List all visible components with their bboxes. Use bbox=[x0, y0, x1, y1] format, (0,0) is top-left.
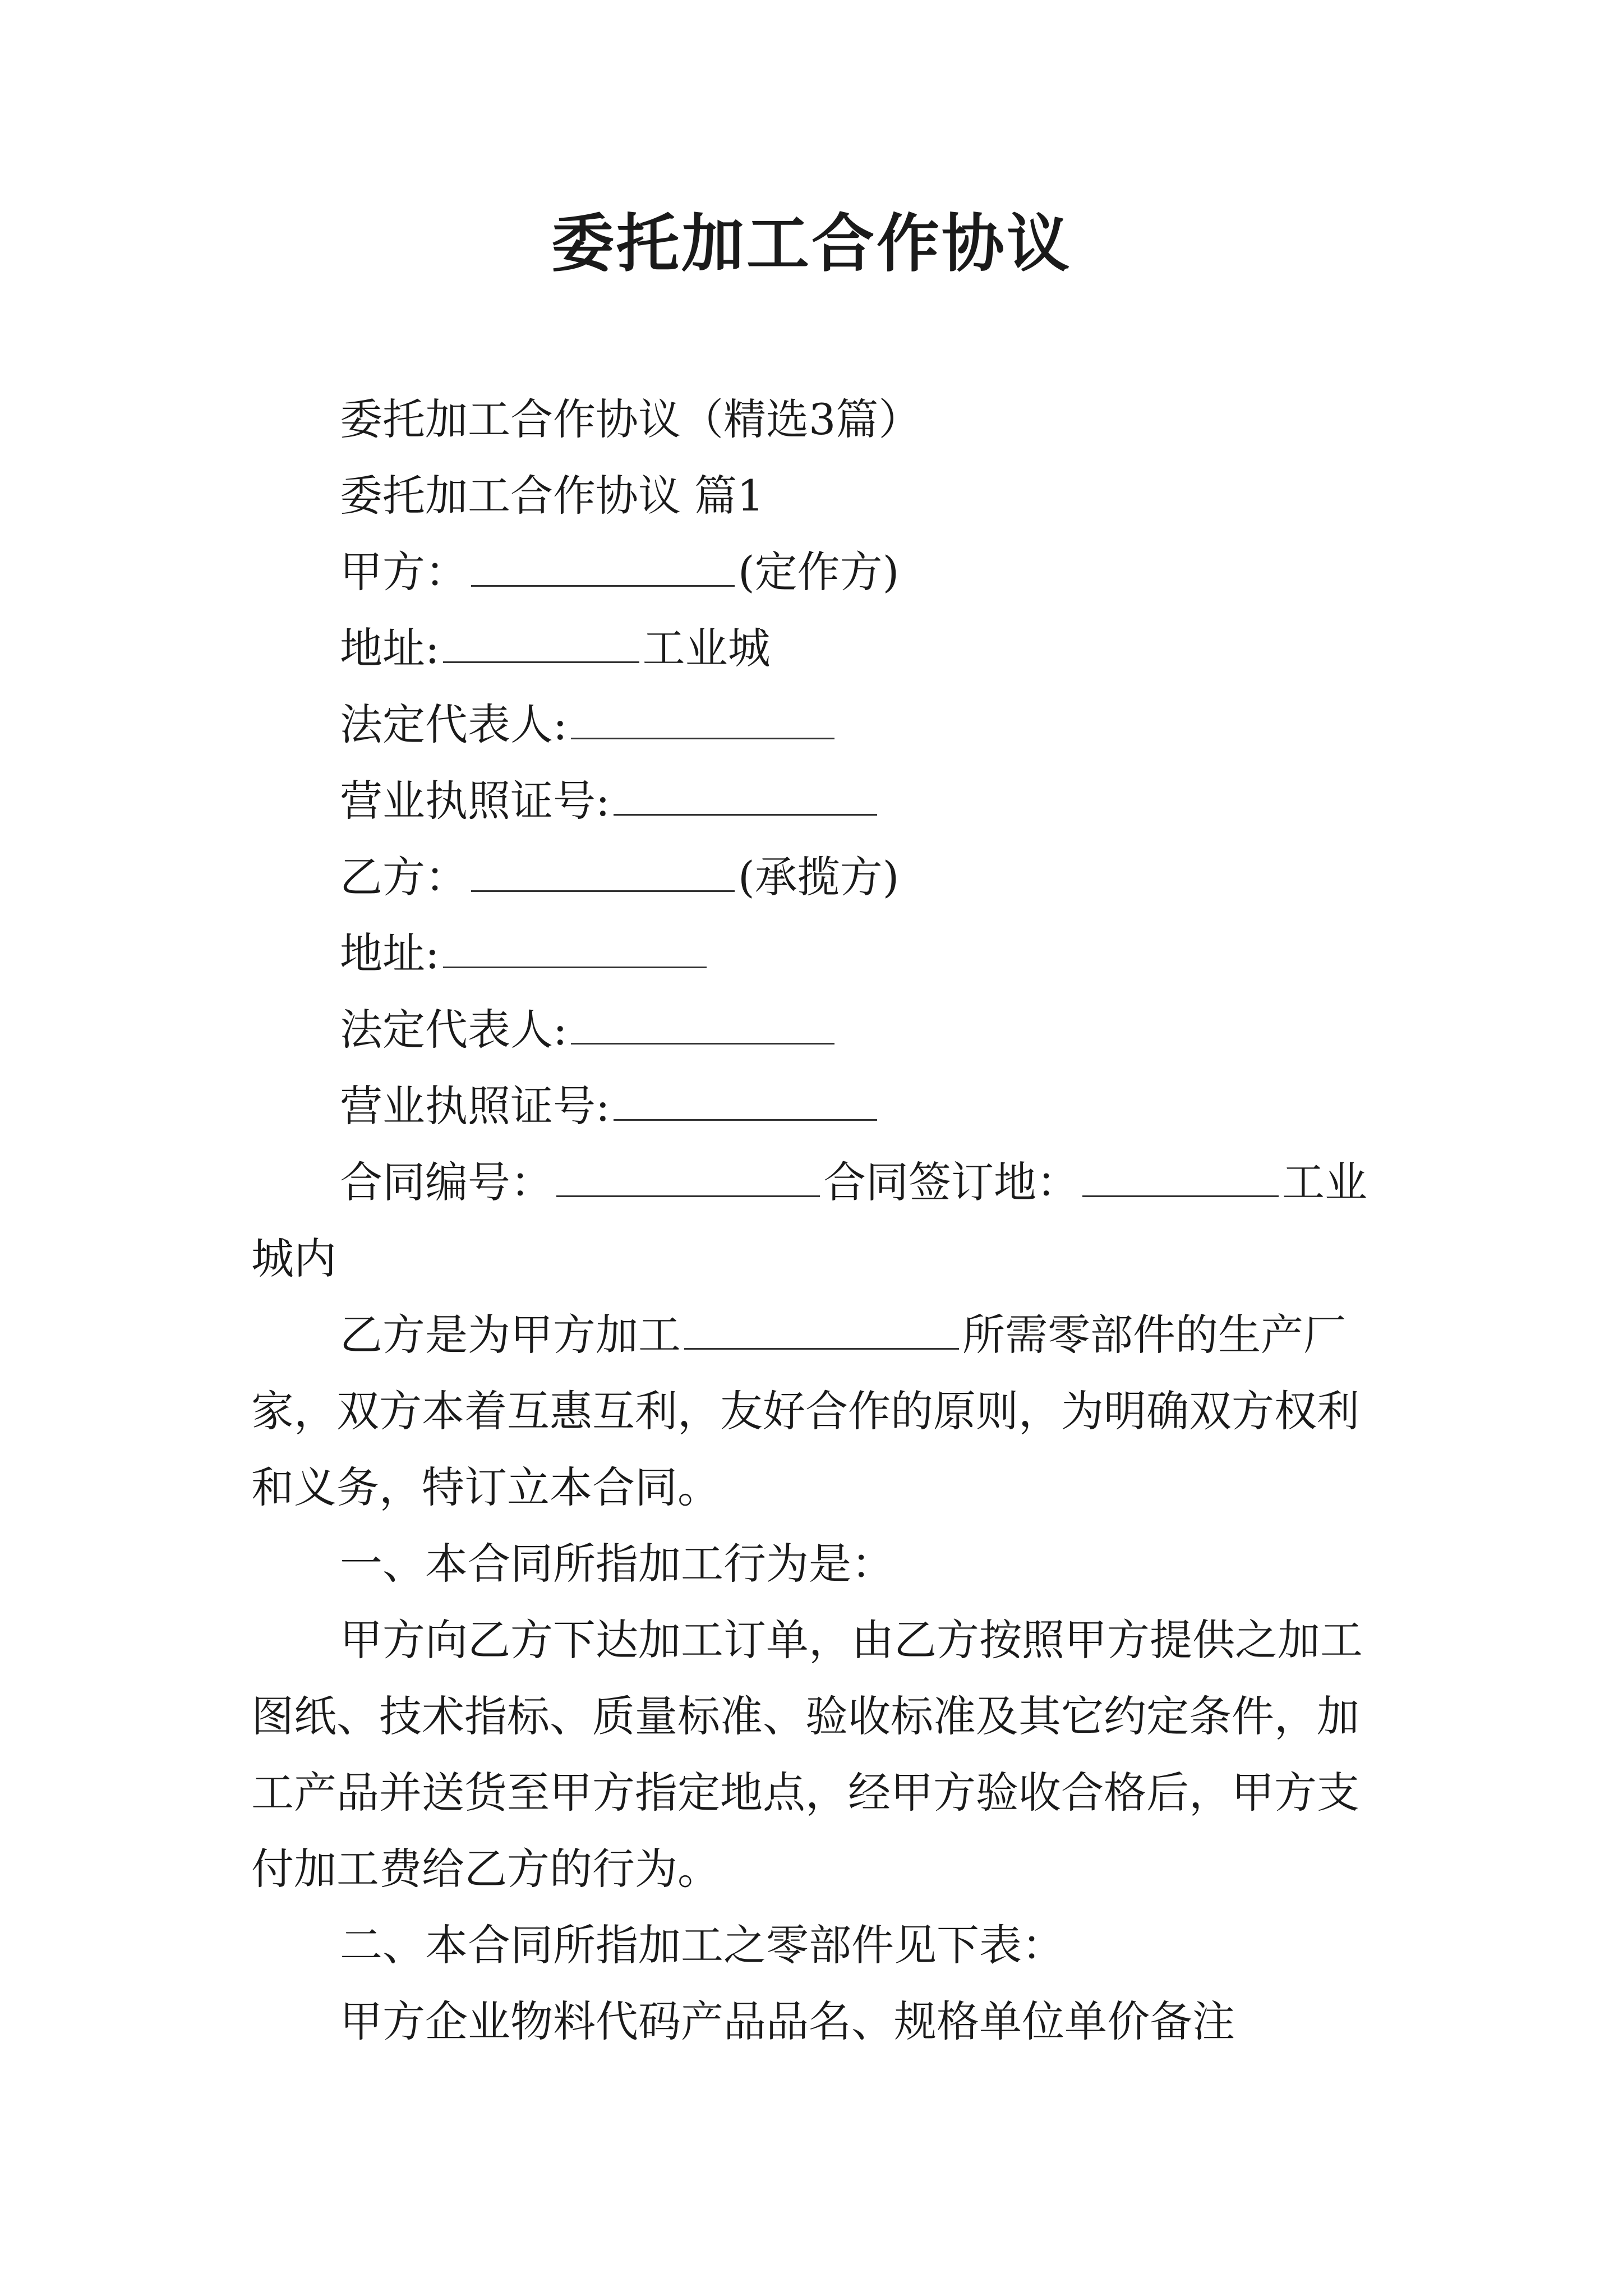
table-header-line bbox=[251, 1984, 1384, 2060]
address-b-line bbox=[251, 915, 1384, 992]
contract-no-blank bbox=[556, 1195, 820, 1197]
intro-text-2: 家，双方本着互惠互利，友好合作的原则，为明确双方权利 bbox=[251, 1386, 1359, 1436]
legal-rep-b-blank bbox=[571, 1042, 834, 1045]
document-title: 委托加工合作协议 bbox=[551, 207, 1072, 280]
intro-text-b: 所需零部件的生产厂 bbox=[962, 1310, 1346, 1360]
contract-no-label: 合同编号： bbox=[340, 1157, 553, 1207]
party-a-label: 甲方： bbox=[340, 547, 468, 597]
clause-1-text-4: 付加工费给乙方的行为。 bbox=[251, 1844, 720, 1894]
intro-text-3: 和义务，特订立本合同。 bbox=[251, 1462, 720, 1512]
clause-1-text-1: 甲方向乙方下达加工订单，由乙方按照甲方提供之加工 bbox=[340, 1615, 1363, 1665]
party-a-role: (定作方) bbox=[738, 547, 900, 597]
address-a-label: 地址: bbox=[340, 623, 440, 673]
address-a-blank bbox=[443, 661, 639, 663]
intro-blank bbox=[684, 1347, 959, 1350]
license-b-line bbox=[251, 1068, 1384, 1144]
heading-text: 委托加工合作协议（精选3篇） bbox=[340, 394, 921, 444]
heading-line bbox=[251, 381, 1384, 458]
clause-1-title bbox=[251, 1526, 1384, 1602]
license-a-blank bbox=[614, 813, 877, 816]
legal-rep-b-label: 法定代表人: bbox=[340, 1005, 568, 1055]
intro-line-3 bbox=[251, 1450, 1384, 1526]
clause-1-line-1 bbox=[251, 1602, 1384, 1678]
party-a-blank bbox=[471, 585, 735, 587]
sign-place-suffix: 工业 bbox=[1282, 1157, 1367, 1207]
license-b-label: 营业执照证号: bbox=[340, 1081, 610, 1131]
clause-1-line-4 bbox=[251, 1831, 1384, 1907]
section-title: 委托加工合作协议 篇1 bbox=[340, 471, 764, 521]
sign-place-blank bbox=[1082, 1195, 1279, 1197]
party-a-line bbox=[251, 534, 1384, 610]
document-body bbox=[251, 381, 1384, 2060]
clause-1-heading: 一、本合同所指加工行为是： bbox=[340, 1539, 894, 1589]
address-a-suffix: 工业城 bbox=[642, 623, 771, 673]
clause-2-heading: 二、本合同所指加工之零部件见下表： bbox=[340, 1920, 1064, 1970]
sign-place-continuation bbox=[251, 1221, 1384, 1297]
legal-rep-a-line bbox=[251, 687, 1384, 763]
license-a-line bbox=[251, 763, 1384, 839]
address-b-blank bbox=[443, 966, 707, 968]
section-title-line bbox=[251, 458, 1384, 534]
legal-rep-b-line bbox=[251, 992, 1384, 1068]
party-b-label: 乙方： bbox=[340, 852, 468, 902]
clause-1-line-2 bbox=[251, 1678, 1384, 1755]
legal-rep-a-blank bbox=[571, 737, 834, 739]
party-b-blank bbox=[471, 890, 735, 892]
table-header-text: 甲方企业物料代码产品品名、规格单位单价备注 bbox=[340, 1996, 1235, 2046]
intro-line-1 bbox=[251, 1297, 1384, 1373]
clause-2-title bbox=[251, 1907, 1384, 1984]
party-b-line bbox=[251, 839, 1384, 915]
intro-text-a: 乙方是为甲方加工 bbox=[340, 1310, 681, 1360]
sign-place-suffix-cont: 城内 bbox=[251, 1234, 336, 1283]
clause-1-line-3 bbox=[251, 1755, 1384, 1831]
clause-1-text-2: 图纸、技术指标、质量标准、验收标准及其它约定条件，加 bbox=[251, 1691, 1359, 1741]
address-a-line bbox=[251, 610, 1384, 687]
address-b-label: 地址: bbox=[340, 928, 440, 978]
license-b-blank bbox=[614, 1119, 877, 1121]
legal-rep-a-label: 法定代表人: bbox=[340, 700, 568, 749]
contract-no-line bbox=[251, 1144, 1384, 1221]
intro-line-2 bbox=[251, 1373, 1384, 1450]
clause-1-text-3: 工产品并送货至甲方指定地点，经甲方验收合格后，甲方支 bbox=[251, 1768, 1359, 1818]
party-b-role: (承揽方) bbox=[738, 852, 900, 902]
license-a-label: 营业执照证号: bbox=[340, 776, 610, 826]
sign-place-label: 合同签订地： bbox=[823, 1157, 1079, 1207]
